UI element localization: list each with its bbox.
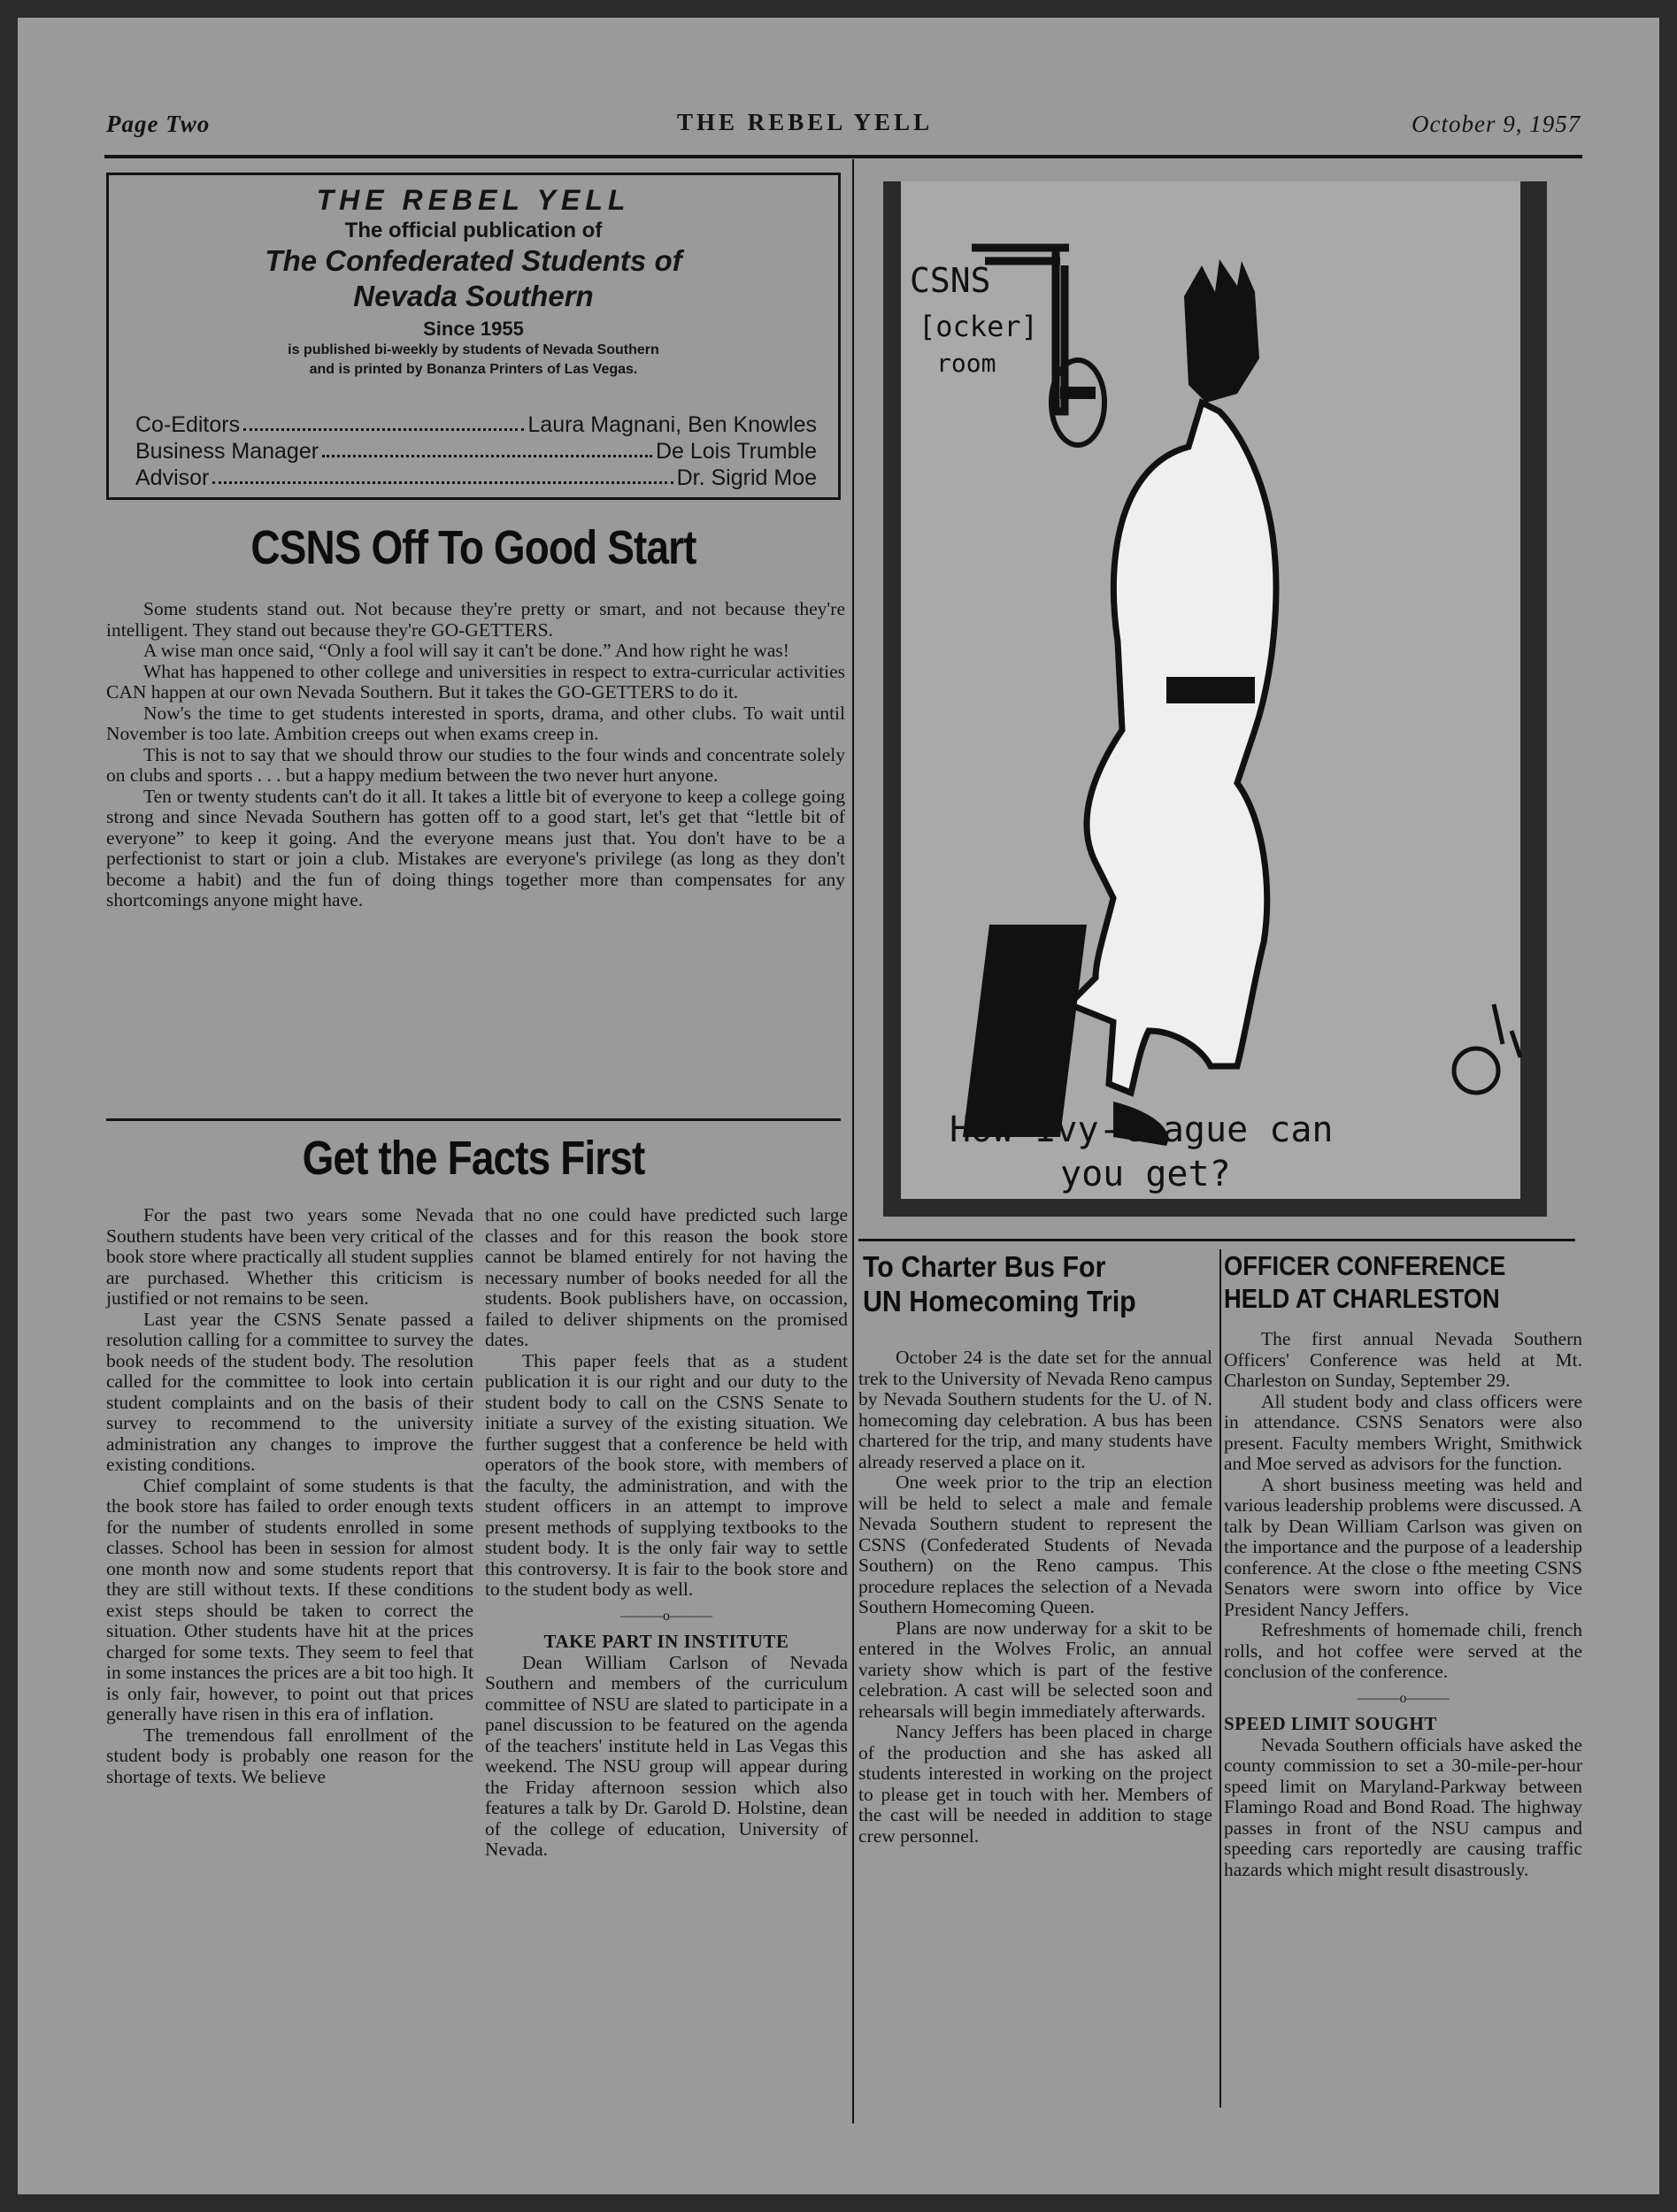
staff-value: Dr. Sigrid Moe (676, 465, 817, 490)
paragraph: One week prior to the trip an election will be held to select a male and female Nevada Southern student to represent the CSNS (Confederated Students of Nevada Southern) on the Reno campus. This procedure replaces the selection of a Nevada Southern Homecoming Queen. (858, 1471, 1212, 1617)
paragraph: that no one could have predicted such large classes and for this reason the book store cannot be blamed entirely for not having the necessary number of books needed for all the students. Book publishers have, on occassion, failed to deliver shipments on the promised dates. (485, 1204, 848, 1350)
bus-headline-line2: UN Homecoming Trip (863, 1285, 1136, 1317)
section-rule (106, 1118, 841, 1121)
paragraph: Plans are now underway for a skit to be entered in the Wolves Frolic, an annual variety show which is part of the festive celebration. A cast will be selected soon and rehearsals will begin immediately afterwards. (858, 1617, 1212, 1722)
dinger: ———o——— (620, 1608, 712, 1624)
paragraph: October 24 is the date set for the annual trek to the University of Nevada Reno campus by Nevada Southern students for the U. of N. homecoming day celebration. A bus has been chartered for the trip, and many students have already reserved a place on it. (858, 1347, 1212, 1472)
staff-row-advisor (135, 465, 817, 491)
paragraph: This is not to say that we should throw our studies to the four winds and concentrate solely on clubs and sports . . . but a happy medium between the two never hurt anyone. (106, 743, 845, 786)
paragraph: The first annual Nevada Southern Officers' Conference was held at Mt. Charleston on Sunday, September 29. (1224, 1328, 1582, 1391)
paragraph: Now's the time to get students interested in sports, drama, and other clubs. To wait until November is too late. Ambition creeps out when exams creep in. (106, 702, 845, 744)
editorial1-body (106, 599, 845, 911)
bus-headline (863, 1249, 1181, 1318)
header-rule (104, 155, 1582, 158)
editorial1-headline: CSNS Off To Good Start (250, 521, 696, 574)
paragraph: What has happened to other college and universities in respect to extra-curricular activities CAN happen at our own Nevada Southern. But it takes the GO-GETTERS to do it. (106, 660, 845, 703)
column-divider-right (1219, 1249, 1221, 2108)
conference-headline (1224, 1249, 1551, 1315)
speed-headline: SPEED LIMIT SOUGHT (1224, 1713, 1437, 1734)
paragraph: Chief complaint of some students is that the book store has failed to order enough texts for the number of students enrolled in some classes. School has been in session for almost one month now and some students report that they are still without texts. If these conditions exist steps should be taken to correct the situation. Other students have hit at the prices charged for some texts. They seem to feel that in some instances the prices are a bit too high. It is only fair, however, to point out that prices generally have risen in this era of inflation. (106, 1474, 473, 1724)
cartoon-caption-2: you get? (1060, 1154, 1231, 1194)
paragraph: A wise man once said, “Only a fool will say it can't be done.” And how right he was! (143, 640, 789, 661)
masthead-box (106, 173, 841, 500)
masthead-pub2: and is printed by Bonanza Printers of Las Vegas. (309, 362, 638, 377)
paragraph: Some students stand out. Not because they're pretty or smart, and not because they're intelligent. They stand out because they're GO-GETTERS. (106, 598, 845, 641)
page-number: Page Two (106, 111, 211, 137)
issue-date: October 9, 1957 (1412, 111, 1581, 137)
staff-label: Co-Editors (135, 412, 241, 437)
staff-label: Advisor (135, 465, 210, 490)
running-paper-name: THE REBEL YELL (677, 109, 934, 135)
paragraph: The tremendous fall enrollment of the student body is probably one reason for the shortage of texts. We believe (106, 1724, 473, 1787)
staff-value: Laura Magnani, Ben Knowles (527, 412, 817, 437)
masthead-title: THE REBEL YELL (316, 184, 631, 216)
cartoon-sign-2: [ocker] (919, 310, 1038, 343)
paragraph: Dean William Carlson of Nevada Southern and members of the curriculum committee of NSU are slated to participate in a panel discussion to be featured on the agenda of the teachers' institute held in Las Vegas this weekend. The NSU group will appear during the Friday afternoon session which also features a talk by Dr. Garold D. Holstine, dean of the college of education, University of Nevada. (485, 1651, 848, 1860)
conference-headline-line2: HELD AT CHARLESTON (1224, 1283, 1500, 1314)
paragraph: Ten or twenty students can't do it all. It takes a little bit of everyone to keep a college going strong and since Nevada Southern has gotten off to a good start, let's get that “lettle bit of everyone” to keep it going. And the everyone means just that. You don't have to be a perfectionist to start or join a club. Mistakes are everyone's privilege (as long as they don't become a habit) and the fun of doing things together more than compensates for any shortcomings anyone might have. (106, 785, 845, 910)
conference-body (1224, 1329, 1582, 1880)
staff-row-business-manager (135, 439, 817, 465)
cartoon-sign-3: room (936, 349, 996, 378)
paragraph: Nevada Southern officials have asked the county commission to set a 30-mile-per-hour speed limit on Maryland-Parkway between Flamingo Road and Bond Road. The highway passes in front of the NSU campus and speeding cars reportedly are causing traffic hazards which might result disastrously. (1224, 1733, 1582, 1880)
editorial2-column2 (485, 1205, 848, 1861)
institute-headline: TAKE PART IN INSTITUTE (543, 1631, 789, 1652)
section-rule (858, 1239, 1575, 1241)
staff-label: Business Manager (135, 439, 319, 464)
column-divider (852, 159, 854, 2124)
paragraph: This paper feels that as a student publication it is our right and our duty to the student body to call on the CSNS Senate to initiate a survey of the existing situation. We further suggest that a conference be held with operators of the book store, with members of the faculty, the administration, and with the student officers in an attempt to improve present methods of supplying textbooks to the student body. It is the only fair way to settle this controversy. It is fair to the book store and to the student body as well. (485, 1349, 848, 1600)
masthead-line2: The Confederated Students of (265, 244, 682, 277)
editorial2-headline: Get the Facts First (302, 1132, 645, 1185)
masthead-since: Since 1955 (423, 318, 524, 340)
paragraph: Nancy Jeffers has been placed in charge of the production and she has asked all students interested in working on the project to please get in touch with her. Members of the cast will be needed in addition to stage crew personnel. (858, 1721, 1212, 1847)
editorial2-column1 (106, 1205, 473, 1787)
cartoon-caption-1: How Ivy-league can (950, 1110, 1334, 1150)
staff-value: De Lois Trumble (655, 439, 817, 464)
dinger: ———o——— (1357, 1690, 1450, 1706)
paragraph: All student body and class officers were in attendance. CSNS Senators were also present. Faculty members Wright, Smithwick and Moe served as advisors for the function. (1224, 1390, 1582, 1474)
paragraph: For the past two years some Nevada Southern students have been very critical of the book store where practically all student supplies are purchased. Whether this criticism is justified or not remains to be seen. (106, 1204, 473, 1309)
conference-headline-line1: OFFICER CONFERENCE (1224, 1250, 1506, 1281)
masthead-line3: Nevada Southern (353, 280, 594, 312)
cartoon-illustration (883, 181, 1547, 1217)
paragraph: Refreshments of homemade chili, french rolls, and hot coffee were served at the conclusion of the conference. (1224, 1619, 1582, 1682)
cartoon-drawing (883, 181, 1547, 1217)
staff-row-coeditors (135, 412, 817, 438)
masthead-line1: The official publication of (344, 219, 603, 242)
bus-body (858, 1348, 1212, 1847)
paragraph: A short business meeting was held and various leadership problems were discussed. A talk by Dean William Carlson was given on the importance and the purpose of a leadership conference. At the close o fthe meeting CSNS Senators were sworn into office by Vice President Nancy Jeffers. (1224, 1473, 1582, 1620)
cartoon-sign-1: CSNS (910, 261, 991, 300)
bus-headline-line1: To Charter Bus For (863, 1250, 1106, 1283)
newspaper-page (18, 18, 1659, 2194)
paragraph: Last year the CSNS Senate passed a resolution calling for a committee to survey the book needs of the student body. The resolution called for the committee to look into certain student complaints and on the basis of their survey to recommend to the university administration any changes to improve the existing conditions. (106, 1308, 473, 1475)
masthead-pub1: is published bi-weekly by students of Nevada Southern (288, 342, 659, 357)
